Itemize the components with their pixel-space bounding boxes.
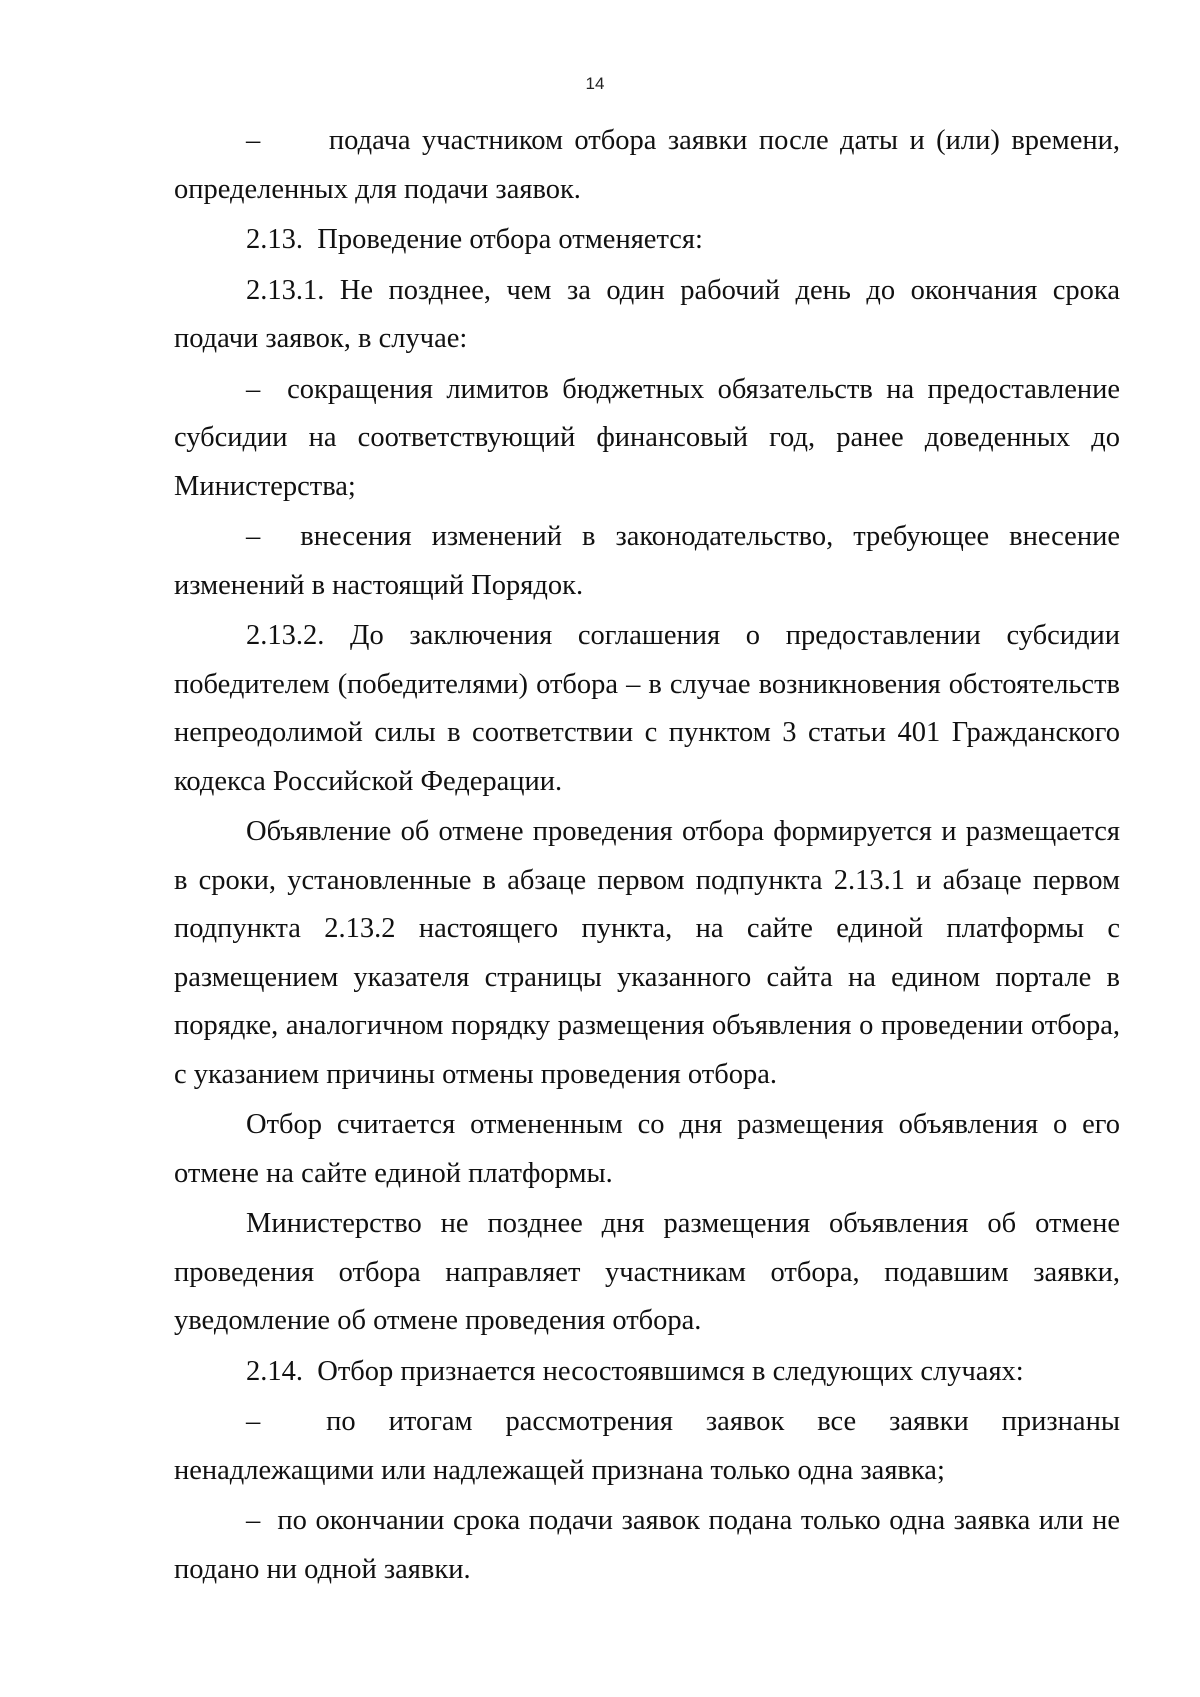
document-body <box>174 117 1120 1594</box>
paragraph-applications-inadequate: – по итогам рассмотрения заявок все заявки признаны ненадлежащими или надлежащей признана только одна заявка; <box>174 1406 1120 1486</box>
paragraph-cancellation-effective: Отбор считается отмененным со дня размещения объявления о его отмене на сайте единой платформы. <box>174 1109 1120 1189</box>
paragraph-budget-limits: – сокращения лимитов бюджетных обязательств на предоставление субсидии на соответствующий финансовый год, ранее доведенных до Министерства; <box>174 373 1120 502</box>
paragraph-ministry-notification: Министерство не позднее дня размещения объявления об отмене проведения отбора направляет участникам отбора, подавшим заявки, уведомление об отмене проведения отбора. <box>174 1208 1120 1336</box>
paragraph-legislation-changes: – внесения изменений в законодательство, требующее внесение изменений в настоящий Порядок. <box>174 521 1120 601</box>
paragraph-cancellation-announcement: Объявление об отмене проведения отбора формируется и размещается в сроки, установленные в абзаце первом подпункта 2.13.1 и абзаце первом подпункта 2.13.2 настоящего пункта, на сайте единой платформы с размещением указателя страницы указанного сайта на едином портале в порядке, аналогичном порядку размещения объявления о проведении отбора, с указанием причины отмены проведения отбора. <box>174 816 1120 1090</box>
paragraph-single-application: – по окончании срока подачи заявок подана только одна заявка или не подано ни одной заявки. <box>174 1505 1120 1585</box>
paragraph-late-application: – подача участником отбора заявки после даты и (или) времени, определенных для подачи заявок. <box>174 125 1120 205</box>
paragraph-2-13-1: 2.13.1. Не позднее, чем за один рабочий день до окончания срока подачи заявок, в случае: <box>174 274 1120 354</box>
page-number: 14 <box>585 74 605 93</box>
paragraph-2-13-2: 2.13.2. До заключения соглашения о предоставлении субсидии победителем (победителями) отбора – в случае возникновения обстоятельств непреодолимой силы в соответствии с пунктом 3 статьи 401 Гражданского кодекса Российской Федерации. <box>174 620 1120 797</box>
paragraph-2-13-heading: 2.13. Проведение отбора отменяется: <box>246 224 703 255</box>
paragraph-2-14-heading: 2.14. Отбор признается несостоявшимся в следующих случаях: <box>246 1355 1024 1387</box>
